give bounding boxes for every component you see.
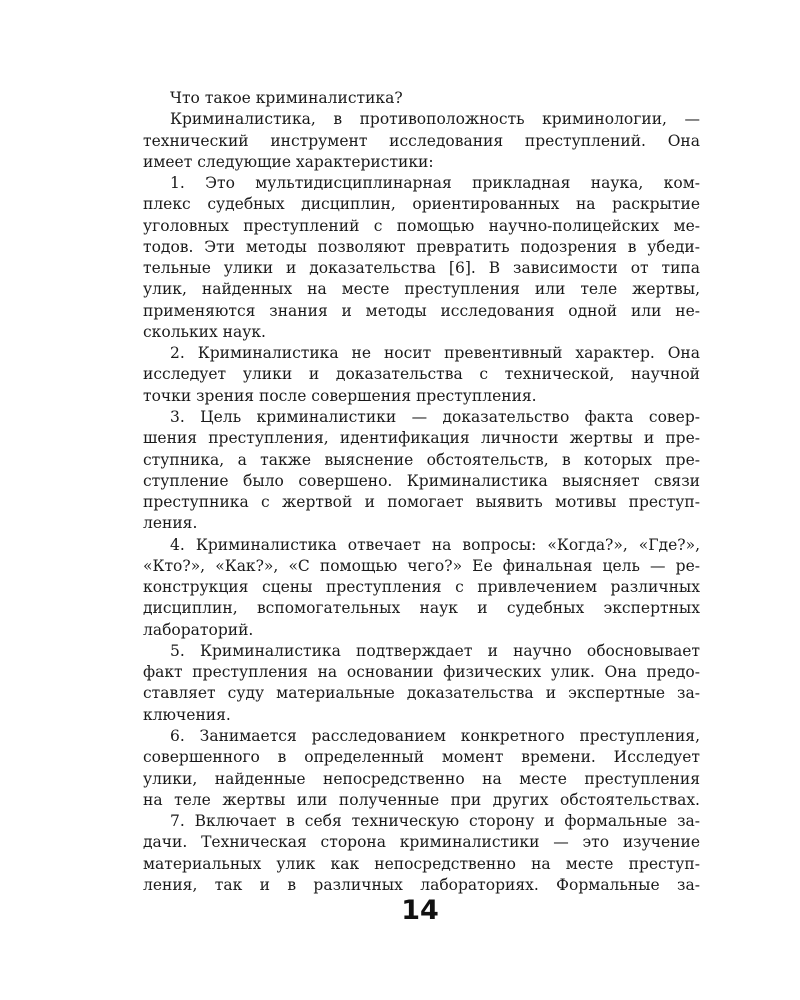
text-line: исследует улики и доказательства с технической, научной <box>143 365 700 384</box>
text-line: имеет следующие характеристики: <box>143 152 434 171</box>
text-line: точки зрения после совершения преступления. <box>143 386 537 405</box>
text-line: конструкция сцены преступления с привлечением различных <box>143 578 700 597</box>
text-line: «Кто?», «Как?», «С помощью чего?» Ее финальная цель — ре- <box>143 556 700 575</box>
text-line: совершенного в определенный момент времени. Исследует <box>143 748 700 767</box>
text-line: дисциплин, вспомогательных наук и судебных экспертных <box>143 599 700 618</box>
text-line: ления. <box>143 514 198 533</box>
text-line: 3. Цель криминалистики — доказательство факта совер- <box>170 407 700 426</box>
page-number: 14 <box>401 895 439 926</box>
text-line: ключения. <box>143 705 231 724</box>
text-line: технический инструмент исследования преступлений. Она <box>143 131 700 150</box>
text-line: Криминалистика, в противоположность криминологии, — <box>170 110 700 129</box>
text-line: лабораторий. <box>143 620 254 639</box>
text-line: шения преступления, идентификация личности жертвы и пре- <box>143 429 700 448</box>
text-line: ления, так и в различных лабораториях. Формальные за- <box>143 875 700 894</box>
text-line: преступника с жертвой и помогает выявить мотивы преступ- <box>143 493 700 512</box>
text-line: улик, найденных на месте преступления или теле жертвы, <box>143 280 700 299</box>
text-line: плекс судебных дисциплин, ориентированных на раскрытие <box>143 195 700 214</box>
text-line: факт преступления на основании физических улик. Она предо- <box>143 663 700 682</box>
text-line: ступление было совершено. Криминалистика выясняет связи <box>143 471 700 490</box>
text-line: 7. Включает в себя техническую сторону и формальные за- <box>170 812 700 831</box>
text-line: материальных улик как непосредственно на месте преступ- <box>143 854 700 873</box>
text-line: 5. Криминалистика подтверждает и научно обосновывает <box>170 641 700 660</box>
text-line: ставляет суду материальные доказательства и экспертные за- <box>143 684 700 703</box>
text-line: дачи. Техническая сторона криминалистики — это изучение <box>143 833 700 852</box>
text-line: улики, найденные непосредственно на месте преступления <box>143 769 700 788</box>
text-line: тодов. Эти методы позволяют превратить подозрения в убеди- <box>143 237 700 256</box>
text-line: тельные улики и доказательства [6]. В зависимости от типа <box>143 259 700 278</box>
text-line: на теле жертвы или полученные при других обстоятельствах. <box>143 790 700 809</box>
text-line: скольких наук. <box>143 322 266 341</box>
text-line: Что такое криминалистика? <box>170 89 403 107</box>
page-body <box>143 88 700 896</box>
text-line: уголовных преступлений с помощью научно-полицейских ме- <box>143 216 700 235</box>
text-line: 6. Занимается расследованием конкретного преступления, <box>170 726 700 745</box>
text-block <box>143 88 700 896</box>
text-line: 4. Криминалистика отвечает на вопросы: «Когда?», «Где?», <box>170 535 700 554</box>
text-line: ступника, а также выяснение обстоятельств, в которых пре- <box>143 450 700 469</box>
text-line: 1. Это мультидисциплинарная прикладная наука, ком- <box>170 174 700 193</box>
text-line: применяются знания и методы исследования одной или не- <box>143 301 700 320</box>
text-line: 2. Криминалистика не носит превентивный характер. Она <box>170 344 700 363</box>
